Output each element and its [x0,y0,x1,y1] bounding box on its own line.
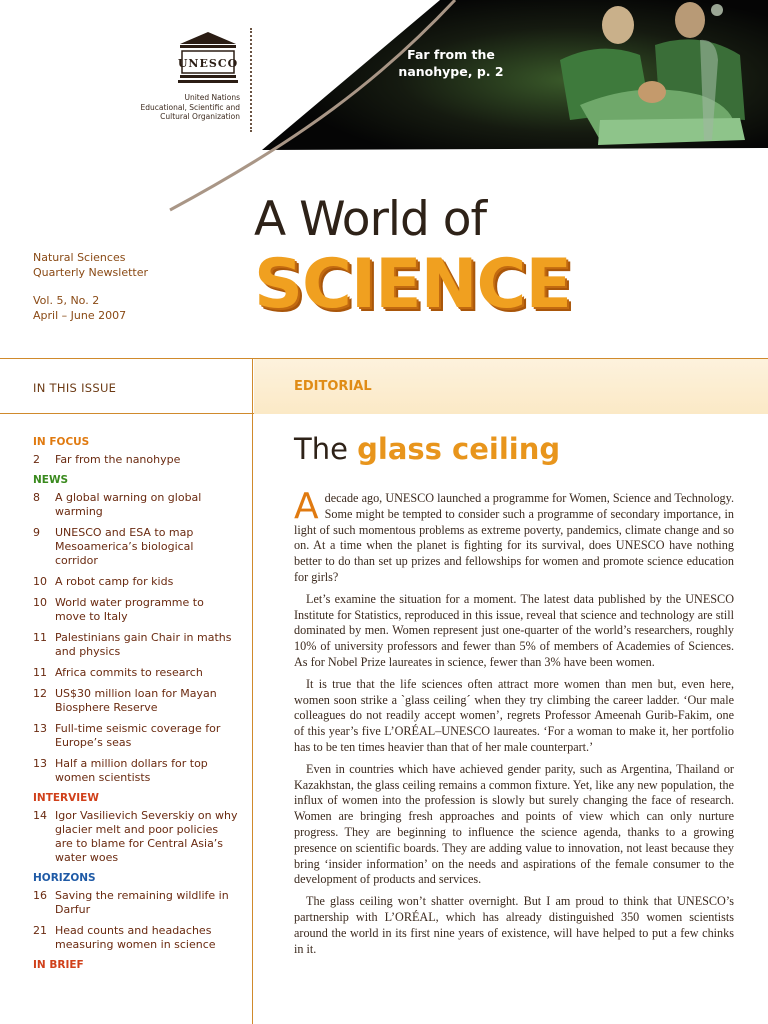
article-title-accent: glass ceiling [357,432,561,466]
unesco-logo-icon [176,30,240,90]
article-title [294,432,734,484]
newsletter-type: Quarterly Newsletter [33,266,149,279]
toc-entry[interactable] [33,687,238,715]
editorial-label: EDITORIAL [294,379,372,394]
toc-page-number: 16 [33,889,47,902]
article-paragraph: Even in countries which have achieved gender parity, such as Argentina, Thailand or Kazakhstan, the glass ceiling remains a common fixture. Yet, like any new population, the influx of women into the profession is slowly but surely changing the face of research. Women are bringing fresh approaches and points of view which can only nurture progress. They are beginning to influence the science agenda, thanks to a growing presence on scientific boards. They are adding value to innovation, not least because they bring ‘insider information’ on the needs and aspirations of the female consumer to the development of products and services. [294,761,734,887]
toc-entry-title: Head counts and headaches measuring women in science [55,924,216,951]
toc-page-number: 21 [33,924,47,937]
toc-section [33,792,238,865]
toc-list [33,436,238,977]
toc-page-number: 9 [33,526,40,539]
toc-page-number: 14 [33,809,47,822]
toc-page-number: 11 [33,666,47,679]
toc-section [33,872,238,952]
newsletter-info [33,250,148,323]
volume-number: Vol. 5, No. 2 [33,294,100,307]
cover-teaser[interactable] [396,46,506,80]
toc-entry-title: A global warning on global warming [55,491,202,518]
in-this-issue-label: IN THIS ISSUE [33,381,117,395]
toc-entry[interactable] [33,631,238,659]
toc-section-heading: NEWS [33,474,69,486]
newsletter-name: Natural Sciences [33,251,126,264]
editorial-article [294,430,734,963]
toc-page-number: 12 [33,687,47,700]
toc-section-heading: IN BRIEF [33,959,84,971]
issue-period: April – June 2007 [33,309,127,322]
article-body [294,486,734,957]
toc-entry-title: A robot camp for kids [55,575,174,588]
unesco-caption-line: Educational, Scientific and [140,102,240,112]
toc-entry-title: Saving the remaining wildlife in Darfur [55,889,229,916]
toc-section [33,436,238,467]
toc-entry-title: Far from the nanohype [55,453,181,466]
article-paragraph: It is true that the life sciences often attract more women than men but, even here, women soon strike a `glass ceiling´ when they try climbing the career ladder. ‘Our male colleagues do not readily accept women’, regrets Professor Ameenah Gurib-Fakim, one of this year’s five L’ORÉAL–UNESCO laureates. ‘For a woman to make it, her portfolio has to be ten times heavier than that of her male counterpart.’ [294,676,734,754]
toc-page-number: 2 [33,453,40,466]
toc-entry[interactable] [33,596,238,624]
toc-section-heading: INTERVIEW [33,792,99,804]
article-paragraph [294,486,734,586]
toc-entry-title: US$30 million loan for Mayan Biosphere Reserve [55,687,217,714]
unesco-caption-line: Cultural Organization [160,112,240,121]
toc-entry[interactable] [33,526,238,568]
toc-page-number: 13 [33,757,47,770]
toc-entry[interactable] [33,575,238,589]
toc-page-number: 11 [33,631,47,644]
toc-entry[interactable] [33,722,238,750]
toc-entry[interactable] [33,809,238,865]
cover-teaser-line1: Far from the [407,47,495,62]
toc-header [0,359,253,414]
toc-entry-title: Igor Vasilievich Severskiy on why glacier melt and poor policies are to blame for Central Asia’s water woes [55,809,238,864]
toc-entry-title: Half a million dollars for top women scientists [55,757,208,784]
toc-entry[interactable] [33,757,238,785]
toc-entry[interactable] [33,924,238,952]
toc-entry-title: Full-time seismic coverage for Europe’s seas [55,722,221,749]
cover-teaser-line2: nanohype, p. 2 [398,64,504,79]
newsletter-title-science: SCIENCE [254,245,571,324]
toc-page-number: 13 [33,722,47,735]
article-paragraph: Let’s examine the situation for a moment. The latest data published by the UNESCO Institute for Statistics, reproduced in this issue, reveal that science and technology are still dominated by men. Women represent just one-quarter of the world’s researchers, roughly 10% of university professors and fewer than 5% of members of Academies of Sciences. As for Nobel Prize laureates in science, fewer than 3% have been women. [294,591,734,669]
drop-cap: A [294,486,319,527]
toc-page-number: 10 [33,596,47,609]
toc-section-heading: HORIZONS [33,872,96,884]
masthead [0,0,768,358]
toc-page-number: 8 [33,491,40,504]
toc-entry[interactable] [33,491,238,519]
toc-section-heading: IN FOCUS [33,436,90,448]
unesco-caption [130,93,240,122]
toc-entry[interactable] [33,666,238,680]
article-paragraph-text: decade ago, UNESCO launched a programme for Women, Science and Technology. Some might be tempted to consider such a programme of secondary importance, in light of such momentous problems as extreme poverty, pandemics, climate change and so on. At a time when the planet is fighting for its survival, does UNESCO have nothing better to do than set up prizes and fellowships for women and promote science education for girls? [294,491,734,584]
cover-photo [0,0,768,220]
newsletter-title: A World of [254,192,487,247]
unesco-caption-line: United Nations [184,93,240,102]
editorial-header [254,359,768,414]
toc-entry-title: UNESCO and ESA to map Mesoamerica’s biological corridor [55,526,194,567]
article-paragraph: The glass ceiling won’t shatter overnight. But I am proud to think that UNESCO’s partnership with L’ORÉAL, which has already distinguished 350 women scientists around the world in its first nine years of existence, will have helped to put a few chinks in it. [294,894,734,956]
toc-entry-title: Africa commits to research [55,666,203,679]
toc-section [33,959,238,971]
toc-entry-title: Palestinians gain Chair in maths and physics [55,631,232,658]
table-of-contents [0,414,253,1024]
toc-page-number: 10 [33,575,47,588]
svg-text:UNESCO: UNESCO [177,57,239,70]
dotted-divider [250,28,252,132]
toc-section [33,474,238,785]
toc-entry[interactable] [33,889,238,917]
article-title-plain: The [294,432,358,466]
toc-entry-title: World water programme to move to Italy [55,596,204,623]
section-header-band [0,358,768,414]
toc-entry[interactable] [33,453,238,467]
